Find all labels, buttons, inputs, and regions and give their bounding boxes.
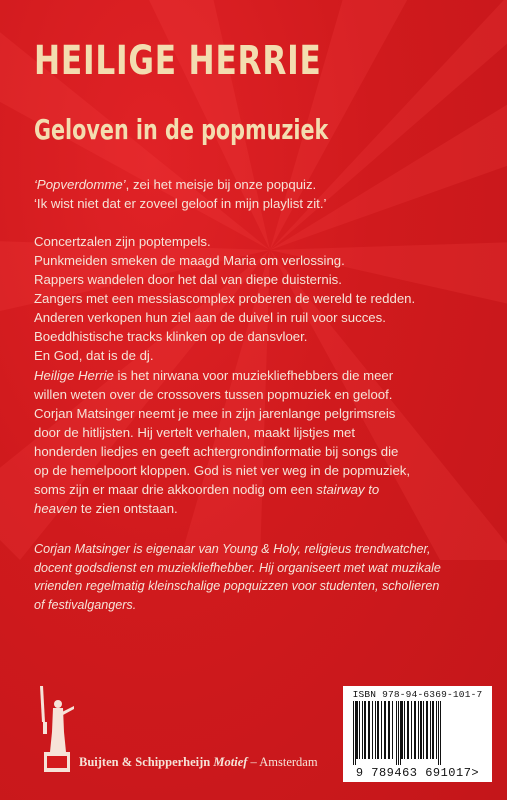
publisher-imprint: Motief	[213, 755, 248, 769]
barcode-bar	[426, 701, 428, 759]
barcode-bar	[411, 701, 412, 759]
barcode-bar	[392, 701, 393, 759]
tagline: Anderen verkopen hun ziel aan de duivel in ruil voor succes.	[34, 310, 386, 325]
barcode-bar	[359, 701, 360, 759]
publisher-line: Buijten & Schipperheijn Motief – Amsterdam	[79, 755, 318, 769]
isbn-number: ISBN 978-94-6369-101-7	[352, 689, 483, 700]
barcode-bar	[418, 701, 419, 759]
book-subtitle: Geloven in de popmuziek	[34, 113, 329, 146]
publisher-city: Amsterdam	[259, 755, 318, 769]
barcode-bar	[364, 701, 366, 759]
barcode-bar	[414, 701, 416, 759]
blurb-line: willen weten over de crossovers tussen popmuziek en geloof.	[34, 387, 393, 402]
bio-line: of festivalgangers.	[34, 597, 137, 612]
barcode-bar	[368, 701, 370, 759]
barcode-bar	[423, 701, 424, 759]
barcode-bar	[407, 701, 409, 759]
barcode-bar	[420, 701, 422, 759]
blurb-line: heaven te zien ontstaan.	[34, 501, 178, 516]
bio-line: vrienden regelmatig kleinschalige popquizzen voor studenten, scholieren	[34, 579, 440, 593]
barcode-bar	[388, 701, 390, 759]
barcode-bar	[404, 701, 405, 759]
quote-line: ‘Popverdomme’, zei het meisje bij onze popquiz.	[34, 177, 317, 192]
barcode-bar	[372, 701, 373, 759]
barcode-bar	[381, 701, 382, 759]
herald-trumpeter-icon	[36, 682, 76, 774]
barcode-bar	[353, 701, 354, 765]
blurb-line: honderden liedjes en geeft achtergrondinformatie bij songs die	[34, 444, 399, 459]
barcode-bar	[438, 701, 439, 765]
blurb-line: soms zijn er maar drie akkoorden nodig om een stairway to	[34, 482, 380, 497]
barcode-bar	[375, 701, 376, 759]
barcode-bar	[398, 701, 399, 765]
blurb-line: op de hemelpoort kloppen. God is niet ver weg in de popmuziek,	[34, 463, 411, 478]
tagline: En God, dat is de dj.	[34, 348, 154, 363]
tagline: Punkmeiden smeken de maagd Maria om verlossing.	[34, 253, 345, 268]
barcode-bar	[430, 701, 431, 759]
quote-line: ‘Ik wist niet dat er zoveel geloof in mijn playlist zit.’	[34, 196, 327, 211]
bio-line: docent godsdienst en muziekliefhebber. Hij organiseert met wat muzikale	[34, 560, 441, 575]
barcode-bar	[432, 701, 434, 759]
book-blurb	[34, 366, 494, 518]
barcode-bars	[351, 701, 484, 765]
tagline: Rappers wandelen door het dal van diepe duisternis.	[34, 272, 342, 287]
barcode-bar	[356, 701, 358, 759]
book-title: HEILIGE HERRIE	[34, 38, 322, 84]
tagline: Boeddhistische tracks klinken op de dansvloer.	[34, 329, 308, 344]
publisher-name: Buijten & Schipperheijn	[79, 755, 211, 769]
isbn-barcode	[343, 686, 492, 782]
author-bio	[34, 540, 494, 614]
tagline: Concertzalen zijn poptempels.	[34, 234, 211, 249]
barcode-bar	[384, 701, 386, 759]
opening-quote	[34, 175, 494, 213]
barcode-bar	[377, 701, 379, 759]
blurb-line: Heilige Herrie is het nirwana voor muziekliefhebbers die meer	[34, 368, 394, 383]
blurb-line: door de hitlijsten. Hij vertelt verhalen, maakt lijstjes met	[34, 425, 356, 440]
tagline-list	[34, 232, 494, 365]
ean-digits: 9 789463 691017>	[355, 766, 480, 780]
barcode-bar	[440, 701, 441, 765]
bio-line: Corjan Matsinger is eigenaar van Young & Holy, religieus trendwatcher,	[34, 542, 431, 556]
barcode-bar	[401, 701, 403, 759]
blurb-title: Heilige Herrie	[34, 368, 114, 383]
tagline: Zangers met een messiascomplex proberen de wereld te redden.	[34, 291, 416, 306]
barcode-bar	[396, 701, 397, 765]
barcode-bar	[362, 701, 363, 759]
quote-word: ‘Popverdomme’	[34, 177, 126, 192]
barcode-bar	[355, 701, 356, 765]
barcode-bar	[400, 701, 401, 765]
barcode-bar	[436, 701, 437, 759]
blurb-line: Corjan Matsinger neemt je mee in zijn jarenlange pelgrimsreis	[34, 406, 396, 421]
